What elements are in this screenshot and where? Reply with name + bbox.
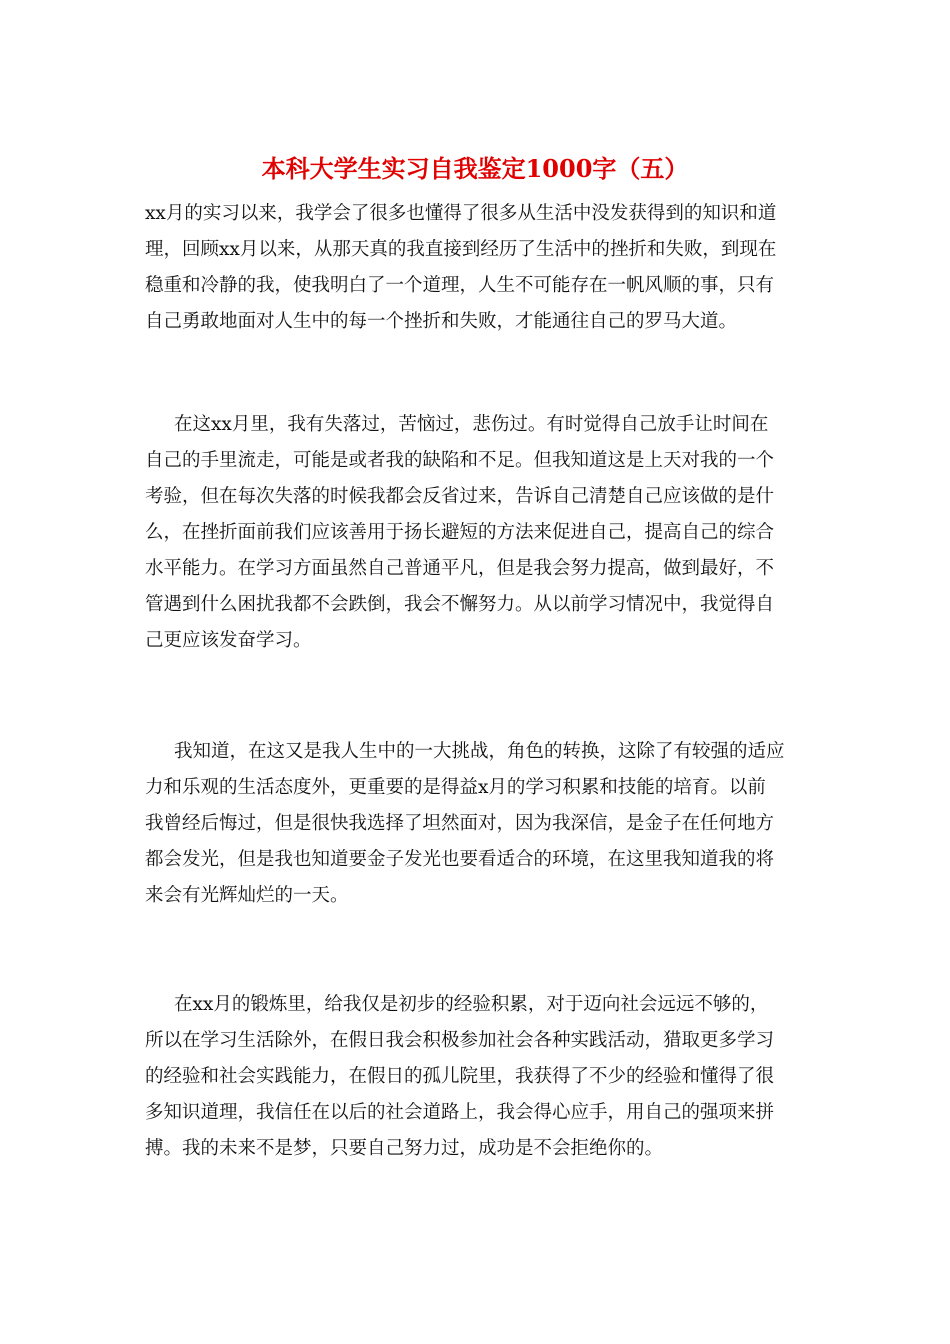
document-title: 本科大学生实习自我鉴定1000字（五） bbox=[261, 154, 689, 183]
paragraph-line: 多知识道理，我信任在以后的社会道路上，我会得心应手，用自己的强项来拼 bbox=[145, 1102, 775, 1123]
paragraph-line: 自己的手里流走，可能是或者我的缺陷和不足。但我知道这是上天对我的一个 bbox=[145, 450, 775, 471]
paragraph-line: xx月的实习以来，我学会了很多也懂得了很多从生活中没发获得到的知识和道 bbox=[145, 203, 777, 224]
paragraph-line: 都会发光，但是我也知道要金子发光也要看适合的环境，在这里我知道我的将 bbox=[145, 849, 775, 870]
paragraph-line: 稳重和冷静的我，使我明白了一个道理，人生不可能存在一帆风顺的事，只有 bbox=[145, 275, 775, 296]
paragraph-4 bbox=[145, 987, 805, 1167]
paragraph-line: 己更应该发奋学习。 bbox=[145, 630, 312, 651]
paragraph-line: 考验，但在每次失落的时候我都会反省过来，告诉自己清楚自己应该做的是什 bbox=[145, 486, 775, 507]
paragraph-line: 管遇到什么困扰我都不会跌倒，我会不懈努力。从以前学习情况中，我觉得自 bbox=[145, 594, 775, 615]
paragraph-3 bbox=[145, 734, 805, 914]
paragraph-line: 在这xx月里，我有失落过，苦恼过，悲伤过。有时觉得自己放手让时间在 bbox=[174, 414, 769, 435]
paragraph-line: 的经验和社会实践能力，在假日的孤儿院里，我获得了不少的经验和懂得了很 bbox=[145, 1066, 775, 1087]
paragraph-1 bbox=[145, 196, 805, 340]
paragraph-2 bbox=[145, 407, 805, 659]
paragraph-line: 所以在学习生活除外，在假日我会积极参加社会各种实践活动，猎取更多学习 bbox=[145, 1030, 775, 1051]
paragraph-line: 搏。我的未来不是梦，只要自己努力过，成功是不会拒绝你的。 bbox=[145, 1138, 664, 1159]
paragraph-line: 理，回顾xx月以来，从那天真的我直接到经历了生活中的挫折和失败，到现在 bbox=[145, 239, 777, 260]
paragraph-line: 么，在挫折面前我们应该善用于扬长避短的方法来促进自己，提高自己的综合 bbox=[145, 522, 775, 543]
paragraph-line: 自己勇敢地面对人生中的每一个挫折和失败，才能通往自己的罗马大道。 bbox=[145, 311, 738, 332]
paragraph-line: 水平能力。在学习方面虽然自己普通平凡，但是我会努力提高，做到最好，不 bbox=[145, 558, 775, 579]
paragraph-line: 在xx月的锻炼里，给我仅是初步的经验积累，对于迈向社会远远不够的， bbox=[174, 994, 769, 1015]
paragraph-line: 来会有光辉灿烂的一天。 bbox=[145, 885, 349, 906]
paragraph-line: 我知道，在这又是我人生中的一大挑战，角色的转换，这除了有较强的适应 bbox=[174, 741, 785, 762]
paragraph-line: 力和乐观的生活态度外，更重要的是得益x月的学习积累和技能的培育。以前 bbox=[145, 777, 766, 798]
paragraph-line: 我曾经后悔过，但是很快我选择了坦然面对，因为我深信，是金子在任何地方 bbox=[145, 813, 775, 834]
